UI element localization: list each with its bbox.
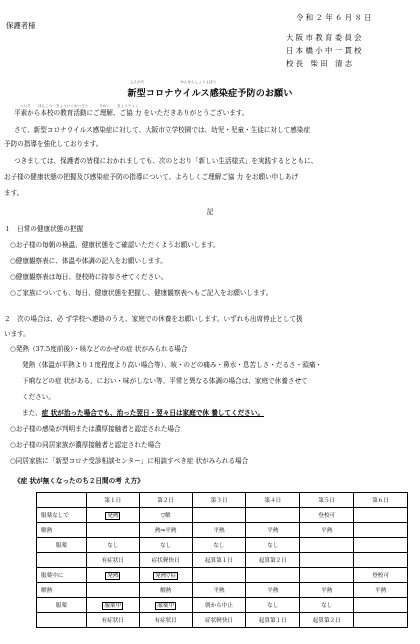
case2-symptom-row <box>37 613 408 628</box>
section2-line: 発熱（体温が平熱より１度程度より高い場合等）、咳・のどの痛み・鼻水・息苦しさ・だるさ・頭痛・ <box>22 361 323 369</box>
status-cell <box>86 523 139 538</box>
symptom-cell: 起算第１日 <box>246 613 300 628</box>
intro-line: お子様の健康状態の把握及び感染症予防の指導について、よろしくご理解ご協 力 をお願い申しあげ <box>4 173 299 181</box>
status-cell: 解熱 <box>139 583 192 598</box>
case1-med-row <box>37 538 408 553</box>
intro-line: つきましては、保護者の皆様におかれましても、次のとおり「新しい生活様式」を実践するとともに、 <box>14 157 318 165</box>
symptom-blank <box>37 613 87 628</box>
symptom-cell <box>300 553 354 568</box>
section2-line: ２ 次の場合は、必 ず学校へ連絡のうえ、家庭での休養をお願いします。いずれも出席停止として扱 <box>4 315 303 323</box>
section1-item: ○お子様の毎朝の検温、健康状態をご確認いただくようお願いします。 <box>10 241 220 249</box>
status-cell: 登校可 <box>354 568 408 583</box>
med-cell: なし <box>86 538 139 553</box>
recovery-note-emphasis: 症 状が治った場合でも、治った翌日・翌々日は家庭で休 養してください。 <box>41 409 264 417</box>
med-label: 服薬 <box>37 538 87 553</box>
status-cell <box>354 523 408 538</box>
case1-status-row <box>37 508 408 523</box>
recovery-note <box>22 409 264 418</box>
status-cell: 平熱 <box>246 583 300 598</box>
status-cell <box>86 508 139 523</box>
medicating-box: 服薬中 <box>157 603 175 609</box>
sender-board: 大 阪 市 教 育 委 員 会 <box>286 33 362 42</box>
day-header: 第２日 <box>139 493 192 508</box>
section2-line: 下痢などの症 状がある、におい・味がしない等、平常と異なる体調の場合は、家庭で休養させて <box>22 377 308 385</box>
case1-label: 服薬なしで <box>37 508 87 523</box>
fever-box: 発熱 <box>107 513 119 519</box>
section2-item: ○同居家族に「新型コロナ受診相談センター」に相談すべき症 状がみられる場合 <box>10 457 249 465</box>
section2-item: ○お子様の感染が判明または濃厚接触者と認定された場合 <box>10 425 181 433</box>
recipient: 保護者様 <box>6 21 36 30</box>
fever-box: 発熱 <box>107 573 119 579</box>
case2-label: 服薬中に <box>37 568 87 583</box>
status-cell <box>192 508 246 523</box>
intro-line: さて、新型コロナウイルス感染症に対して、大阪市立学校園では、幼児・児童・生徒に対して感染症 <box>14 126 311 134</box>
intro-line: 平素から本校の教育活動にご理解、ご協 力 をいただきありがとうございます。 <box>14 109 249 117</box>
status-cell: 熱⇒平熱 <box>139 523 192 538</box>
section2-item: ○お子様の同居家族が濃厚接触者と認定された場合 <box>10 441 161 449</box>
med-cell: なし <box>246 598 300 613</box>
status-cell <box>354 508 408 523</box>
symptom-cell <box>354 613 408 628</box>
schedule-table <box>36 492 408 628</box>
day-header: 第４日 <box>246 493 300 508</box>
symptom-cell: 起算第１日 <box>192 553 246 568</box>
section1-item: ○ご家族についても、毎日、健康状態を把握し、健康観察表へもご記入をお願いします。 <box>10 289 273 297</box>
med-cell <box>139 598 192 613</box>
status-cell: 平熱 <box>246 523 300 538</box>
intro-ruby: へいそ ほんこう きょういくかつどう りかい きょうりょく <box>20 104 139 108</box>
symptom-blank <box>37 553 87 568</box>
schedule-header-row <box>37 493 408 508</box>
med-cell: なし <box>139 538 192 553</box>
schedule-caption: 《症 状が無くなったのち２日間の考 え方》 <box>14 477 144 485</box>
section1-item: ○健康観察表に、体温や体調の記入をお願いします。 <box>10 257 167 265</box>
status-cell <box>139 568 192 583</box>
status-cell <box>300 568 354 583</box>
sender-school: 日 本 橋 小 中 一 貫 校 <box>286 46 362 55</box>
status-cell <box>192 568 246 583</box>
symptom-cell: 起算第２日 <box>246 553 300 568</box>
section2-line: ください。 <box>22 393 55 401</box>
day-header: 第６日 <box>354 493 408 508</box>
case2-status-row-2 <box>37 583 408 598</box>
case1-label-2: 解熱 <box>37 523 87 538</box>
page-title: 新型コロナウイルス感染症予防のお願い <box>127 89 293 99</box>
med-cell <box>354 598 408 613</box>
med-cell <box>86 598 139 613</box>
status-cell <box>86 583 139 598</box>
fever-box: 発熱▽症 <box>155 573 177 579</box>
day-header: 第１日 <box>86 493 139 508</box>
day-header: 第３日 <box>192 493 246 508</box>
case1-status-row-2 <box>37 523 408 538</box>
case2-med-row <box>37 598 408 613</box>
status-cell: 平熱 <box>192 583 246 598</box>
med-cell <box>300 538 354 553</box>
recovery-note-prefix: また、 <box>22 409 42 417</box>
med-label: 服薬 <box>37 598 87 613</box>
letter-date: 令 和 ２ 年 ６ 月 ８ 日 <box>296 13 372 22</box>
symptom-cell: 起算第２日 <box>300 613 354 628</box>
symptom-cell: 症状軽快日 <box>192 613 246 628</box>
med-cell: 朝から中止 <box>192 598 246 613</box>
status-cell: ▽解 <box>139 508 192 523</box>
case1-symptom-row <box>37 553 408 568</box>
section1-heading: １ 日常の健康状態の把握 <box>4 225 84 233</box>
symptom-cell: 有症状日 <box>86 553 139 568</box>
ki-heading: 記 <box>206 208 214 216</box>
symptom-cell <box>354 553 408 568</box>
status-cell: 平熱 <box>300 523 354 538</box>
section1-item: ○健康観察表は毎日、登校時に持参させてください。 <box>10 273 168 281</box>
med-cell: なし <box>300 598 354 613</box>
status-cell: 平熱 <box>300 583 354 598</box>
header-blank <box>37 493 87 508</box>
status-cell <box>86 568 139 583</box>
symptom-cell: 有症状日 <box>139 613 192 628</box>
symptom-cell: 有症状日 <box>86 613 139 628</box>
section2-line: ○発熱（37.5度前後）・咳などのかぜの症 状がみられる場合 <box>10 345 188 353</box>
day-header: 第５日 <box>300 493 354 508</box>
intro-line: 予防の指導を強化しております。 <box>4 140 103 148</box>
status-cell <box>246 508 300 523</box>
symptom-cell: 症状軽快日 <box>139 553 192 568</box>
status-cell <box>246 568 300 583</box>
status-cell: 平熱 <box>354 583 408 598</box>
intro-line: ます。 <box>4 189 24 197</box>
status-cell: 登校可 <box>300 508 354 523</box>
med-cell: なし <box>192 538 246 553</box>
section2-line: います。 <box>4 330 30 338</box>
case2-label-2: 解熱 <box>37 583 87 598</box>
case2-status-row <box>37 568 408 583</box>
med-cell <box>354 538 408 553</box>
title-ruby: しんがた かんせんしょうよぼう <box>130 80 217 84</box>
status-cell: 平熱 <box>192 523 246 538</box>
med-cell: なし <box>246 538 300 553</box>
medicating-box: 服薬中 <box>104 603 122 609</box>
sender-principal: 校 長 柴 田 清 志 <box>286 59 353 68</box>
